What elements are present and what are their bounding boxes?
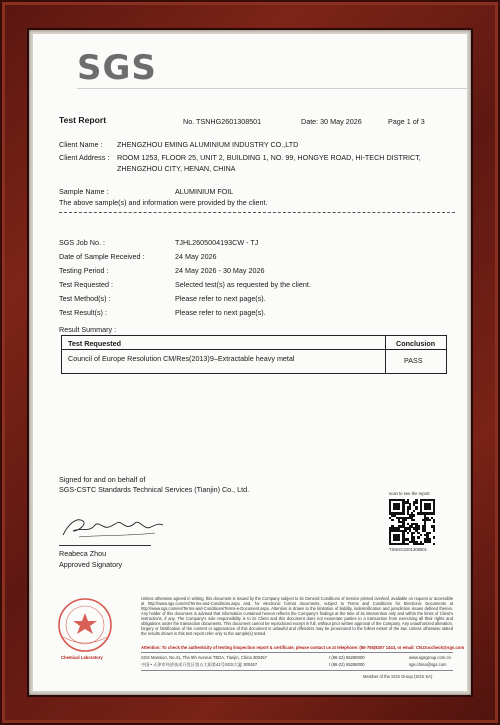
- qr-module: [433, 521, 435, 523]
- qr-code[interactable]: [389, 499, 435, 545]
- qr-module: [433, 536, 435, 538]
- report-number: No. TSNHG2601308501: [183, 117, 262, 126]
- sample-provided-note: The above sample(s) and information were provided by the client.: [59, 198, 268, 207]
- signed-line1: Signed for and on behalf of: [59, 475, 146, 484]
- qr-module: [413, 519, 415, 521]
- qr-module: [428, 541, 430, 543]
- client-address-label: Client Address :: [59, 153, 110, 162]
- signatory-name: Reabeca Zhou: [59, 549, 107, 558]
- client-name-label: Client Name :: [59, 140, 103, 149]
- footer-address-cn: 中国 • 天津市经济技术开发区第五大街第41号SGS大厦 300457: [141, 662, 258, 667]
- signatory-role: Approved Signatory: [59, 560, 123, 569]
- authenticity-notice: Attention: To check the authenticity of testing /inspection report & certificate, please contact us at telephone: (86-755)8307 1443, or email: CN.Doccheck@sgs.com: [141, 645, 465, 650]
- section-divider: [59, 212, 455, 213]
- sample-name-label: Sample Name :: [59, 187, 109, 196]
- qr-module: [415, 508, 417, 510]
- signed-line2: SGS-CSTC Standards Technical Services (Tianjin) Co., Ltd.: [59, 485, 250, 494]
- sgs-group-member: Member of the SGS Group (SGS SA): [363, 674, 433, 679]
- signature-line: [59, 545, 151, 546]
- footer-email-cn[interactable]: sgs.china@sgs.com: [409, 662, 447, 667]
- qr-module: [433, 543, 435, 545]
- disclaimer-text: Unless otherwise agreed in writing, this document is issued by the Company subject to its General Conditions of Service printed overleaf, available on request or accessible at http://www.sgs.com/en/Terms-and-Conditions.aspx and, for electronic format documents, subject to Terms and Conditions for Electronic Documents at http://www.sgs.com/en/Terms-and-Conditions/Terms-e-Document.aspx. Attention is drawn to the limitation of liability, indemnification and jurisdiction issues defined therein. Any holder of this document is advised that information contained hereon reflects the Company's findings at the time of its intervention only and within the limits of Client's instructions, if any. The Company's sole responsibility is to its Client and this document does not exonerate parties to a transaction from exercising all their rights and obligations under the transaction documents. This document cannot be reproduced except in full, without prior written approval of the Company. Any unauthorized alteration, forgery or falsification of the content or appearance of this document is unlawful and offenders may be prosecuted to the fullest extent of the law. Unless otherwise stated the results shown in this test report refer only to the sample(s) tested.: [141, 596, 453, 636]
- page-number: Page 1 of 3: [388, 117, 425, 126]
- summary-row-conclusion: PASS: [404, 356, 423, 365]
- requested-label: Test Requested :: [59, 280, 113, 289]
- summary-col-conclusion: Conclusion: [396, 339, 436, 348]
- qr-module: [413, 514, 415, 516]
- qr-module: [407, 532, 409, 534]
- qr-module: [428, 532, 430, 534]
- qr-module: [428, 519, 430, 521]
- qr-module: [413, 510, 415, 512]
- qr-module: [409, 508, 411, 510]
- qr-module: [415, 501, 417, 503]
- client-name-value: ZHENGZHOU EMING ALUMINIUM INDUSTRY CO.,LTD: [117, 140, 299, 149]
- footer-bottom-rule: [141, 670, 453, 671]
- client-address-line2: ZHENGZHOU CITY, HENAN, CHINA: [117, 164, 236, 173]
- footer-divider: [141, 652, 453, 653]
- report-date: Date: 30 May 2026: [301, 117, 362, 126]
- footer-tel-cn: t (86-22) 65288000: [329, 662, 365, 667]
- summary-row-test: Council of Europe Resolution CM/Res(2013)9–Extractable heavy metal: [68, 354, 295, 363]
- report-page: [33, 34, 467, 691]
- result-summary-table: [61, 335, 447, 374]
- received-value: 24 May 2026: [175, 252, 217, 261]
- summary-col-test: Test Requested: [68, 339, 121, 348]
- result-value: Please refer to next page(s).: [175, 308, 266, 317]
- method-value: Please refer to next page(s).: [175, 294, 266, 303]
- qr-module: [402, 512, 404, 514]
- qr-module: [433, 512, 435, 514]
- qr-module: [413, 532, 415, 534]
- qr-module: [417, 527, 419, 529]
- handwritten-signature: [59, 509, 169, 541]
- logo-divider: [77, 88, 467, 89]
- period-label: Testing Period :: [59, 266, 109, 275]
- qr-module: [404, 519, 406, 521]
- footer-address-en: SGS Mansion, No.41, The 5th Avenue TEDA, Tianjin, China 300457: [141, 655, 267, 660]
- qr-module: [433, 530, 435, 532]
- sample-name-value: ALUMINIUM FOIL: [175, 187, 234, 196]
- period-value: 24 May 2026 - 30 May 2026: [175, 266, 265, 275]
- qr-module: [398, 538, 400, 540]
- requested-value: Selected test(s) as requested by the client.: [175, 280, 311, 289]
- qr-module: [420, 534, 422, 536]
- qr-module: [428, 508, 430, 510]
- qr-module: [398, 508, 400, 510]
- method-label: Test Method(s) :: [59, 294, 111, 303]
- summary-label: Result Summary :: [59, 325, 117, 334]
- sgs-logo: SGS: [77, 48, 157, 88]
- client-address-line1: ROOM 1253, FLOOR 25, UNIT 2, BUILDING 1, NO. 99, HONGYE ROAD, HI-TECH DISTRICT,: [117, 153, 421, 162]
- report-title: Test Report: [59, 115, 107, 125]
- qr-caption-top: scan to see the report: [389, 491, 430, 496]
- summary-column-divider: [385, 336, 386, 373]
- laboratory-seal-stamp: [57, 597, 113, 653]
- qr-module: [422, 543, 424, 545]
- job-no-value: TJHL2605004193CW - TJ: [175, 238, 259, 247]
- qr-module: [417, 536, 419, 538]
- qr-module: [407, 543, 409, 545]
- stamp-caption: Chemical Laboratory: [61, 655, 103, 660]
- result-label: Test Result(s) :: [59, 308, 107, 317]
- job-no-label: SGS Job No. :: [59, 238, 105, 247]
- received-label: Date of Sample Received :: [59, 252, 145, 261]
- footer-tel-en: t (86-22) 65288000: [329, 655, 365, 660]
- qr-caption-bottom: TSNHG2201308501: [389, 547, 427, 552]
- footer-web-en[interactable]: www.sgsgroup.com.cn: [409, 655, 451, 660]
- qr-module: [391, 519, 393, 521]
